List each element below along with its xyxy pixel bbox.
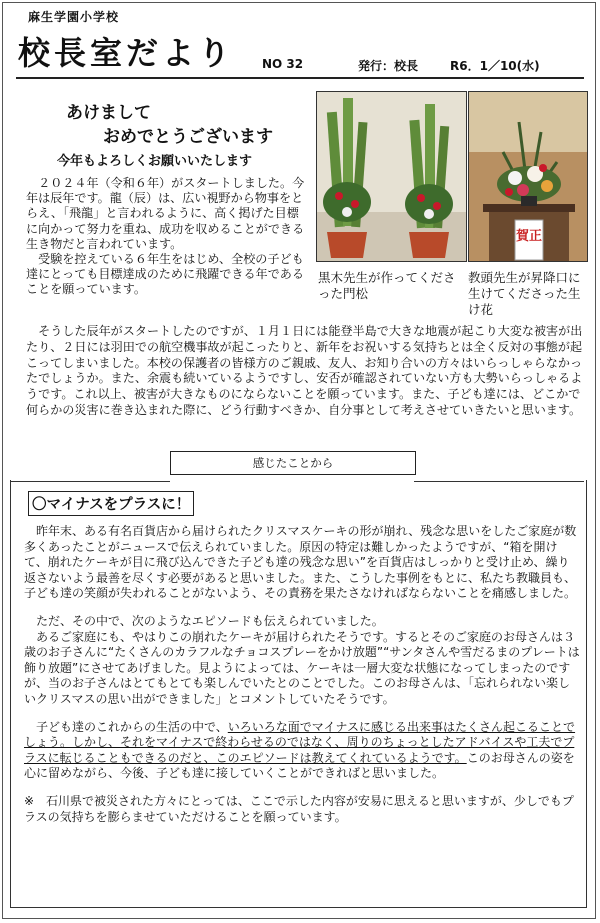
issuer: 発行：校長 — [358, 59, 419, 73]
essay-body — [24, 524, 580, 825]
section-heading: 感じたことから — [170, 451, 416, 475]
earthquake-text: そうした辰年がスタートしたのですが、１月１日には能登半島で大きな地震が起こり大変な被害が出たり、２日には羽田での航空機事故が起こったりと、新年をお祝いする気持ちとは全く反対の事態が起こってしまいました。本校の保護者の皆様方のご親戚、友人、お知り合いの方々はいらっしゃらなかったでしょうか。また、余震も続いているようですし、安否が確認されていない方も大勢いらっしゃるようです。これ以上、被害が大きなものにならないことを願っています。また、子ども達には、どこかで何らかの災害に巻き込まれた際に、どう行動すべきか、自分事として考えさせていきたいと思います。 — [26, 324, 583, 417]
essay-paragraph-3 — [24, 720, 580, 782]
essay-paragraph-2b: あるご家庭にも、やはりこの崩れたケーキが届けられたそうです。するとそのご家庭のお母さんは３歳のお子さんに“たくさんのカラフルなチョコスプレーをかけ放題”“サンタさんや雪だるまのプレートは飾り放題”にさせてあげました。見ようによっては、ケーキは一層大変な状態になってしまったのですが、当のお子さんはとてもとても楽しんでいたとのことでした。このお母さんは、「忘れられない楽しいクリスマスの思い出ができました」とコメントしていたそうです。 — [24, 629, 580, 706]
right-photo-caption: 教頭先生が昇降口に生けてくださった生け花 — [468, 270, 581, 317]
intro-paragraph-1: ２０２４年（令和６年）がスタートしました。今年は辰年です。龍（辰）は、広い視野から物事をとらえ、「飛龍」と言われるように、高く掲げた目標に向かって努力を重ね、成功を収めることができる生き物だと言われています。 — [26, 176, 305, 251]
school-name: 麻生学園小学校 — [28, 10, 120, 24]
ikebana-photo — [468, 91, 588, 262]
issue-date: R6．1／10(水) — [450, 59, 540, 73]
section-subheading: 〇マイナスをプラスに！ — [28, 491, 194, 516]
greeting-line-3: 今年もよろしくお願いいたします — [57, 154, 253, 169]
kadomatsu-photo — [316, 91, 467, 262]
greeting-line-1: あけまして — [66, 103, 151, 123]
essay-p3-end: このお母さんの姿を心に留めながら、今後、子ども達に接していくことができればと思いました。 — [24, 750, 575, 781]
box-top-rule-left — [10, 481, 170, 482]
essay-p3-underlined: いろいろな面でマイナスに感じる出来事はたくさん起こることでしょう。しかし、それをマイナスで終わらせるのではなく、周りのちょっとしたアドバイスや工夫でプラスに転じることもできるのだと、このエピソードは教えてくれているようです。 — [24, 719, 576, 765]
greeting-line-2: おめでとうございます — [103, 127, 273, 147]
essay-paragraph-2a: ただ、その中で、次のようなエピソードも伝えられていました。 — [24, 613, 384, 628]
intro-paragraph-2: 受験を控えている６年生をはじめ、全校の子ども達にとっても目標達成のために飛躍できる年であることを願っています。 — [26, 252, 304, 297]
footnote: ※ 石川県で被災された方々にとっては、ここで示した内容が安易に思えると思いますが、少しでもプラスの気持ちを膨らませていただけることを願っています。 — [24, 793, 574, 824]
earthquake-paragraph — [26, 324, 584, 419]
title-rule — [16, 77, 584, 79]
box-top-rule-right — [414, 481, 584, 482]
left-photo-caption: 黒木先生が作ってくださった門松 — [318, 270, 456, 301]
intro-text — [26, 176, 308, 298]
newsletter-title: 校長室だより — [18, 34, 235, 72]
sign-text: 賀正 — [515, 229, 543, 244]
essay-paragraph-1: 昨年末、ある有名百貨店から届けられたクリスマスケーキの形が崩れ、残念な思いをしたご家庭が数多くあったことがニュースで伝えられていました。原因の特定は難しかったようですが、“箱を開けて、崩れたケーキが目に飛び込んできた子ども達の残念な思い”を百貨店はしっかりと受け止め、繰り返さないよう最善を尽くす必要があると思いました。また、こうした事例をもとに、私たち教職員も、子ども達の笑顔が失われることがないよう、その責務を果たさなければならないことを痛感しました。 — [24, 524, 577, 601]
essay-p3-start: 子ども達のこれからの生活の中で、 — [24, 719, 228, 734]
issue-number: NO 32 — [262, 57, 304, 71]
